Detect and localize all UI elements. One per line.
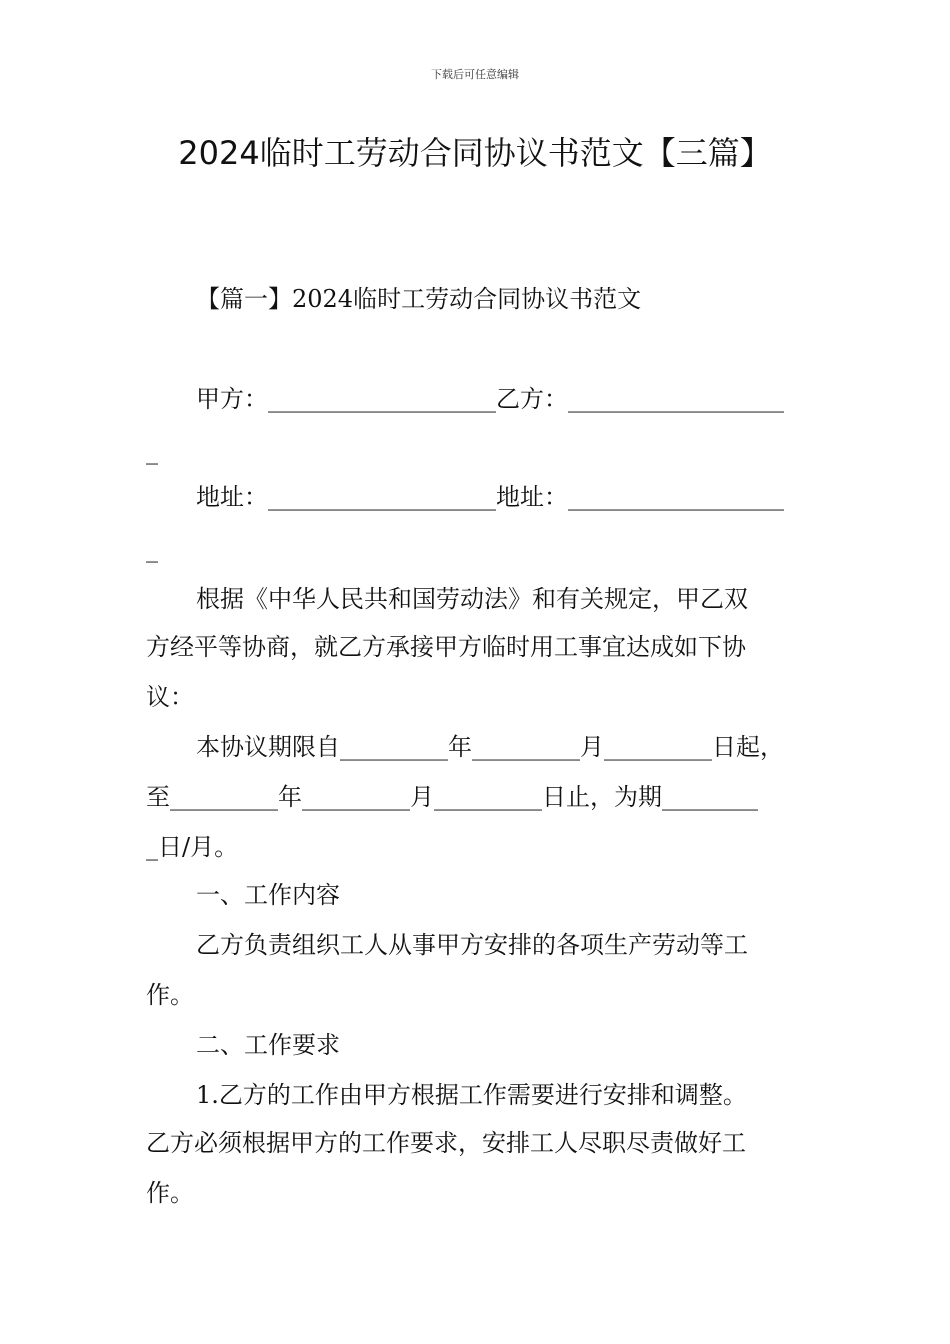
paragraph-line: 根据《中华人民共和国劳动法》和有关规定，甲乙双 xyxy=(196,585,748,613)
term-line: 至_________年_________月_________日止，为期________ xyxy=(146,783,758,811)
section-2-heading: 二、工作要求 xyxy=(196,1031,340,1059)
paragraph-line: 作。 xyxy=(146,1179,194,1207)
party-line: 甲方：___________________乙方：__________________ xyxy=(196,385,784,413)
party-line-tail: _ xyxy=(146,437,158,465)
paragraph-line: 议： xyxy=(146,683,194,711)
section-heading: 【篇一】2024临时工劳动合同协议书范文 xyxy=(196,285,642,313)
address-line: 地址：___________________地址：__________________ xyxy=(196,483,784,511)
term-line: _日/月。 xyxy=(146,833,239,861)
paragraph-line: 乙方必须根据甲方的工作要求，安排工人尽职尽责做好工 xyxy=(146,1129,746,1157)
document-title: 2024临时工劳动合同协议书范文【三篇】 xyxy=(178,134,772,172)
address-line-tail: _ xyxy=(146,535,158,563)
section-1-heading: 一、工作内容 xyxy=(196,881,340,909)
paragraph-line: 乙方负责组织工人从事甲方安排的各项生产劳动等工 xyxy=(196,931,748,959)
paragraph-line: 1.乙方的工作由甲方根据工作需要进行安排和调整。 xyxy=(196,1081,747,1109)
paragraph-line: 方经平等协商，就乙方承接甲方临时用工事宜达成如下协 xyxy=(146,633,746,661)
paragraph-line: 作。 xyxy=(146,981,194,1009)
header-note: 下载后可任意编辑 xyxy=(431,68,519,81)
term-line: 本协议期限自_________年_________月_________日起， xyxy=(196,733,784,761)
